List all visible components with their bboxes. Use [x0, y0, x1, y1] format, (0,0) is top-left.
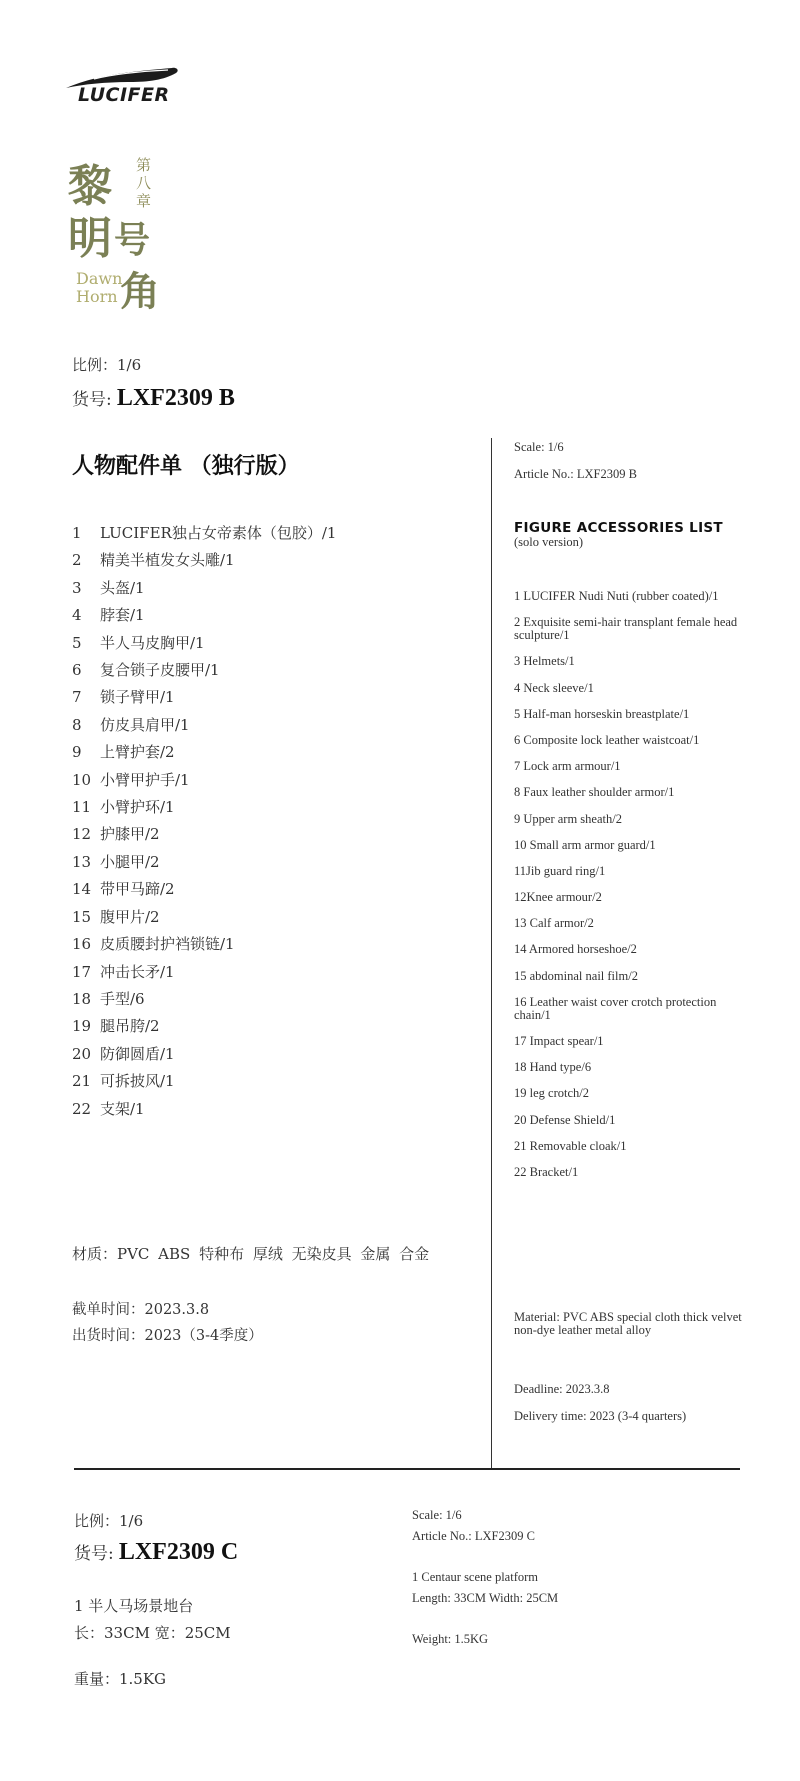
list-item-text: 支架/1	[100, 1099, 145, 1118]
accessories-title-en: FIGURE ACCESSORIES LIST	[514, 520, 723, 536]
column-divider	[491, 438, 492, 1468]
list-item-number: 1	[72, 524, 82, 542]
lucifer-logo	[64, 62, 182, 110]
list-item-text: 腹甲片/2	[100, 907, 160, 926]
scale-en-c: Scale: 1/6	[412, 1508, 462, 1522]
list-item	[72, 630, 336, 657]
series-chapter: 第 八 章	[136, 156, 152, 210]
accessories-subtitle-en: (solo version)	[514, 535, 584, 549]
article-code-c: LXF2309 C	[118, 1539, 239, 1565]
platform-item-en: 1 Centaur scene platform	[412, 1570, 538, 1584]
list-item	[72, 794, 336, 821]
list-item: 9 Upper arm sheath/2	[514, 811, 622, 826]
list-item	[72, 1013, 336, 1040]
list-item: 18 Hand type/6	[514, 1060, 592, 1075]
delivery-zh: 出货时间：2023（3-4季度）	[72, 1328, 263, 1344]
list-item-number: 4	[72, 606, 82, 625]
list-item	[72, 931, 336, 958]
list-item-number: 3	[72, 578, 82, 597]
list-item: 8 Faux leather shoulder armor/1	[514, 785, 675, 800]
scale-zh-c: 比例：1/6	[74, 1512, 144, 1530]
platform-weight-en: Weight: 1.5KG	[412, 1632, 489, 1646]
deadline-en: Deadline: 2023.3.8	[514, 1382, 610, 1396]
list-item-number: 22	[72, 1099, 92, 1118]
list-item-text: LUCIFER独占女帝素体（包胶）/1	[100, 524, 337, 542]
list-item-text: 半人马皮胸甲/1	[100, 633, 205, 652]
platform-item-zh: 1 半人马场景地台	[74, 1597, 194, 1615]
article-code: LXF2309 B	[116, 385, 235, 411]
list-item	[72, 904, 336, 931]
list-item	[72, 986, 336, 1013]
series-char-2: 明	[68, 213, 112, 264]
list-item	[72, 575, 336, 602]
list-item-text: 手型/6	[100, 989, 145, 1008]
list-item-text: 皮质腰封护裆锁链/1	[100, 935, 235, 954]
list-item: 11Jib guard ring/1	[514, 863, 606, 878]
section-divider	[74, 1468, 740, 1470]
list-item-text: 仿皮具肩甲/1	[100, 715, 190, 734]
list-item	[72, 767, 336, 794]
list-item	[72, 1041, 336, 1068]
list-item: 17 Impact spear/1	[514, 1034, 604, 1048]
article-number-zh	[72, 385, 235, 412]
list-item	[72, 876, 336, 903]
list-item-number: 12	[72, 825, 92, 844]
list-item-number: 11	[72, 798, 92, 817]
list-item	[72, 712, 336, 739]
list-item-text: 小腿甲/2	[100, 852, 160, 871]
list-item-text: 护膝甲/2	[100, 825, 160, 844]
series-logo	[64, 150, 174, 315]
list-item-number: 20	[72, 1044, 92, 1063]
series-english-name: Dawn Horn	[76, 269, 123, 306]
list-item-number: 7	[72, 688, 82, 707]
platform-weight-zh: 重量：1.5KG	[74, 1670, 167, 1688]
list-item-number: 16	[72, 935, 92, 954]
list-item: 7 Lock arm armour/1	[514, 759, 621, 774]
list-item: 19 leg crotch/2	[514, 1086, 589, 1101]
list-item	[72, 547, 336, 574]
list-item-text: 精美半植发女头雕/1	[100, 551, 235, 570]
series-char-3: 号	[114, 219, 151, 261]
list-item-number: 21	[72, 1072, 92, 1091]
list-item-number: 9	[72, 743, 82, 762]
list-item: 21 Removable cloak/1	[514, 1138, 627, 1153]
list-item: 2 Exquisite semi-hair transplant female head sculpture/1	[514, 615, 738, 643]
list-item: 13 Calf armor/2	[514, 916, 594, 931]
series-char-1: 黎	[68, 161, 112, 212]
list-item-number: 15	[72, 907, 92, 926]
list-item	[72, 1096, 336, 1123]
platform-size-en: Length: 33CM Width: 25CM	[412, 1591, 559, 1605]
series-char-4: 角	[120, 268, 160, 315]
list-item: 4 Neck sleeve/1	[514, 680, 594, 695]
list-item: 16 Leather waist cover crotch protection chain/1	[514, 994, 717, 1022]
list-item-text: 冲击长矛/1	[100, 962, 175, 981]
article-number-zh-c	[74, 1539, 238, 1566]
scale-en: Scale: 1/6	[514, 440, 564, 454]
material-zh: 材质：PVC ABS 特种布 厚绒 无染皮具 金属 合金	[72, 1245, 430, 1263]
list-item: 15 abdominal nail film/2	[514, 968, 638, 983]
list-item	[72, 821, 336, 848]
list-item-number: 5	[72, 633, 82, 652]
lucifer-logo-text: LUCIFER	[78, 84, 170, 106]
list-item-number: 18	[72, 989, 92, 1008]
list-item	[72, 520, 336, 547]
list-item: 1 LUCIFER Nudi Nuti (rubber coated)/1	[514, 589, 719, 603]
list-item-number: 6	[72, 661, 82, 680]
list-item-text: 带甲马蹄/2	[100, 880, 175, 899]
list-item	[72, 959, 336, 986]
list-item	[72, 602, 336, 629]
list-item-text: 腿吊胯/2	[100, 1017, 160, 1036]
article-number-en-c: Article No.: LXF2309 C	[412, 1529, 535, 1543]
accessories-list-en	[514, 590, 746, 1192]
list-item: 5 Half-man horseskin breastplate/1	[514, 706, 690, 721]
list-item-text: 防御圆盾/1	[100, 1044, 175, 1063]
list-item: 6 Composite lock leather waistcoat/1	[514, 732, 700, 747]
list-item-number: 2	[72, 551, 82, 570]
list-item	[72, 657, 336, 684]
list-item	[72, 1068, 336, 1095]
list-item-text: 上臂护套/2	[100, 743, 175, 762]
list-item-number: 17	[72, 962, 92, 981]
article-number-en: Article No.: LXF2309 B	[514, 467, 637, 481]
dates-zh	[72, 1297, 263, 1349]
list-item: 12Knee armour/2	[514, 890, 602, 905]
platform-size-zh: 长：33CM 宽：25CM	[74, 1624, 231, 1642]
scale-zh: 比例：1/6	[72, 356, 142, 374]
list-item-text: 复合锁子皮腰甲/1	[100, 661, 220, 680]
list-item-text: 小臂护环/1	[100, 798, 175, 817]
list-item-text: 头盔/1	[100, 578, 145, 597]
list-item-number: 13	[72, 852, 92, 871]
list-item-text: 锁子臂甲/1	[100, 688, 175, 707]
accessories-title-zh: 人物配件单 （独行版）	[72, 454, 300, 479]
list-item	[72, 849, 336, 876]
list-item	[72, 684, 336, 711]
list-item-number: 10	[72, 770, 92, 789]
list-item-number: 19	[72, 1017, 92, 1036]
list-item: 20 Defense Shield/1	[514, 1112, 616, 1127]
list-item	[72, 739, 336, 766]
deadline-zh: 截单时间：2023.3.8	[72, 1302, 210, 1318]
list-item: 22 Bracket/1	[514, 1164, 579, 1179]
material-en: Material: PVC ABS special cloth thick velvet non-dye leather metal alloy	[514, 1310, 742, 1337]
list-item-text: 脖套/1	[100, 606, 145, 625]
list-item-text: 小臂甲护手/1	[100, 770, 190, 789]
accessories-list-zh	[72, 520, 336, 1123]
list-item-number: 8	[72, 715, 82, 734]
article-label-c: 货号:	[74, 1544, 114, 1564]
article-label: 货号:	[72, 390, 112, 410]
list-item: 14 Armored horseshoe/2	[514, 942, 637, 957]
delivery-en: Delivery time: 2023 (3-4 quarters)	[514, 1409, 687, 1423]
list-item-number: 14	[72, 880, 92, 899]
list-item: 3 Helmets/1	[514, 654, 575, 669]
list-item-text: 可拆披风/1	[100, 1072, 175, 1091]
list-item: 10 Small arm armor guard/1	[514, 837, 656, 852]
